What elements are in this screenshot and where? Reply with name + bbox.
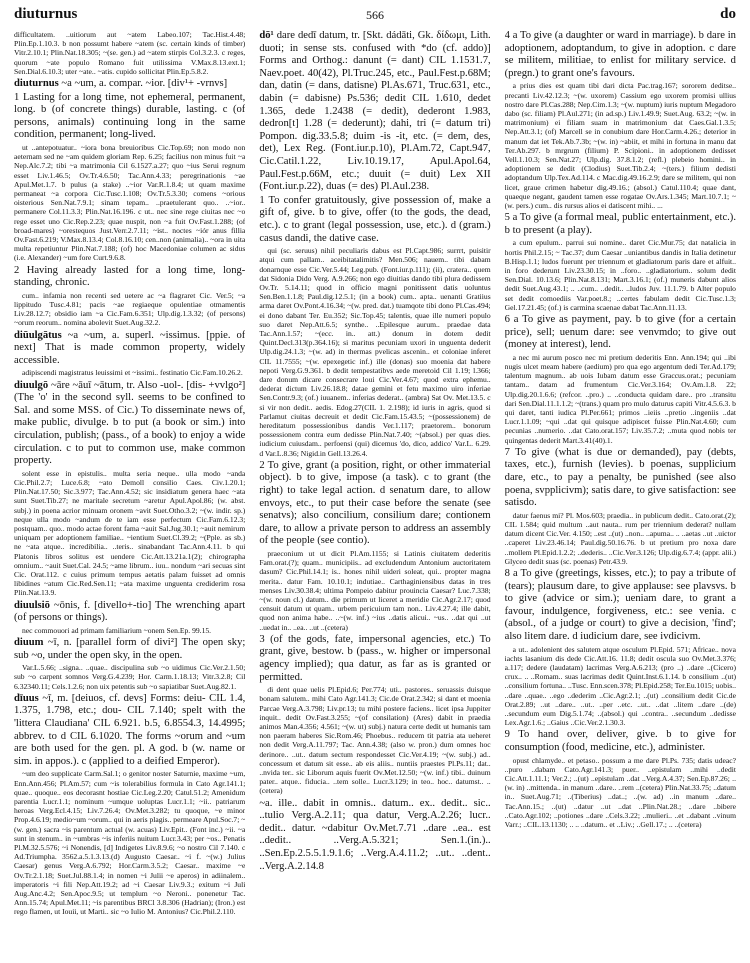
citation-paragraph: ut ..antepotuatur.. ~iora bona breuioribus Cic.Top.69; non modo non aeternam sed ne ~am quidem gloriam Rep. 6.25; facilius non minus fuit ~a Nep.Alc.7.2; tibi ~a matrimonia Cil 6.1527.a.27; quo ~ius Serui regnum esset Liv.1.46.5; Ov.Tr.4.6.50; Tac.Ann.4.33; peregrinationis ~ae Apul.Met.1.7. b pulus (a stake) ..~ior Var.R.1.8.4; ut quam maxime permaneat ~a corpora Cic.Tusc.1.108; Ov.Tr.5.3.30; comens ~orious oisterious Sen.Nat.7.9.1; sinam tepam.. ..praetulerant quo.. ..~ior.. permanere Col.11.3.3; Plin.Nat.16.196. c ut.. nec sine rege ciuitas nec ~o rege esset uno Cic.Rep.2.23; quae nuspit, non ~a fuit Ov.Fast.1.288; (of broad-mares) ~orestequos Just.Verr.2.7.11; ~ist.. noctes ~iór anus fillia Ov.Fast.6.219; V.Max.8.13.4; Col.8.16.10; cen..non (animalia).. ~ora in uita multa repetiuntur Plin.Nat.7.188; (of) hoc Macedoniae columen ac sidus (i.e. Alexander) ~um fore Curt.9.6.8. [14, 142, 246, 263]
sense-paragraph: 5 a To give (a formal meal, public entertainment, etc.). b to present (a play). [504, 212, 736, 236]
headword: dō¹ [259, 30, 274, 41]
running-head-right-word: do [720, 6, 736, 22]
column-middle [259, 30, 490, 957]
citation-paragraph: a cum epulum.. parrui sui nomine.. daret Cic.Mur.75; dat natalicia in hortis Phil.2.15; ~ Tac.37; dum Caesar ..uniantibus dandis in Italia detinetur B.Hisp.1.1; ludos fuerunt per triennum et gladiatorum paris dare et alfuit.. in foro dederunt Liv.23.30.15; in ..foro.. ..gladiatorium.. solum dedit Sen.Dial. 10.13.6; Plin.Nat.8.131; Mart.3.16.1; (of.) muneris dabunt alios dedit Suet.Aug.43.1; .. ..cum.. ..dedit.. ..ludos Juv. 11.1.79. b Alter populo set dedit comoediis Var.poet.8.; ..certes fabulam dedit Cic.Tusc.1.3; Gel.17.21.45; (of.) is carmina scaenae dabat Tac.Ann.11.13. [504, 238, 736, 312]
headword: diuulgō [14, 379, 49, 391]
entry-headword-paragraph: diūulgātus ~a ~um, a. superl. ~issimus. [ppie. of next] That is made common property, widely accessible. [14, 329, 246, 366]
page-number: 566 [366, 8, 384, 22]
citation-paragraph: nec commouori ad primam familiarium ~onem Sen.Ep. 99.15. [22, 625, 212, 635]
citation-paragraph: qui (sc. seruus) nihil peculiaris dabus est Pl.Capt.986; surrrt, puisitir atqui cum pallam.. aceibitatalimitis? Men.506; nauem.. tibi dabam donarnque esse Cic.Ver.5.44; Leg.pub. (Font.iur.p.111); (ii), cratera.. quem dat Sidonia Dido Verg. A.9.266; non ego diuitias dando tibi plura dedissem Ov.Tr. 5.14.11; quod in officio magni ponitissent datis uoluntus Sen.Ben.1.1.8; Paul.dig.12.5.1; (in a book) cum.. apta.. uenanti Gratiius arma daret Ov.Pont.4.16.34; ~(w. pred. dat.) tuamqote tibi dono Pl.Cas.494; ei dono dabant Ter. Eu.352; Sic.Top.45; talentis, quae ille numeri populo suo daret Nep.Att.6.5; synthe.. ..Epilesque aurum.. praedae data Tac.Ann.1.57; ~(ecc. in.. att.) donum in dotem dedit Quint.Decl.313(p.364.16); si maritus pecuniam uxori in unguenta dederit Ulp.dig.24.1.3; ~(w. ad) in thermas pvelicas ascenin.. et coloniae inferet CIL 11.7555; ~(w. epexegetic inf.) ille (donas) suo moenia dat habere nepoti Verg.G.9.361. b dedit tempestatibvs aede meretoid Cil 1.19; l.366; dare donum dicare consecrare loui Cic.Ver.4.67; quod extra ephemu.. dederat dictum Liv.26.18.8; datae gemini et fetu maximo uiro inferiae Sen.Contr.9.3; (of.) iuuanem.. inferias dederat.. (ambra) Sat Ov. Met.13.5. c si vir non dedit.. aedis. Edog.27(CIL 1. 2.198); id iuris in agris, quod si Parlamut ciuitas decreuit et dedit Cic.Fam.15.43.5; ~(possessionem) de hereditatum possessionibus dandis Ver.1.117; praetorem.. bonorum possessionem contra eum dedisse Plin.Nat.7.40; ~(absol.) per quas dies. iudicium cuiusdam.. perfoensi (qui) dicemus 'do, dico, addico' Var.L. 6.29. d Var.L.8.36; Nigid.in Gell.13.26.4. [259, 246, 491, 458]
sense-paragraph: 6 a To give as payment, pay. b to give (for a certain price), sell; uenum dare: see venvmdo; to give out (money at interest), lend. [504, 314, 736, 351]
citation-paragraph: cum.. infamia non recenti sed uetere ac ~a flagraret Cic. Ver.5; ~a lippitudo Tusc.4.81; pacis ~ae regiaeque opulentiae otmamentis Liv.28.12.7; obsidio iam ~a Cic.Fam.6.351; Ulp.dig.1.3.32; (of persons) ~orum reorum.. nomina abolevit Suet.Aug.32.2. [14, 290, 246, 328]
sense-paragraph: ~a. ille.. dabit in omnis.. datum.. ex.. dedit.. sic.. ..tulio Verg.A.2.11; qua datur, Verg.A.2.26; lucr.. dedit.. datur. ~dabitur Ov.Met.7.71 ..dare ..ea.. est ..dedit.. ..Verg.A.5.321; Sen.1.(in.).. ..Sen.Ep.2.5.5.1.9.1.6; ..Verg.A.4.11.2; ..ut.. ..dent.. ..Verg.A.2.14.8 [259, 797, 491, 872]
citation-paragraph: adipiscendi magistratus leuissimi et ~issimi.. festinatio Cic.Fam.10.26.2. [22, 368, 243, 378]
citation-paragraph: datur faenus mi? Pl. Mos.603; praedia.. in publicum dedit.. Cato.orat.(2); CIL 1.584; quid multum ..aut nauta.. rum per triennium dederat? nullam datum dicent Cic.Ver. 4.150; ..est ..(ut) ..non.. ..apuma.. .. ..aetas ..ut ..uictor ..caperet Liv.23.46.14; Paul.dig.50.16.76. b ut pretium pro noxa dare ..mollem Pl.Epid.1.2.2; ..dederis.. ..Cic.Ver.3.126; Ulp.dig.6.7.4; (appr. alii.) Glyceo dedit suas (sc. poenas) Petr.43.9. [504, 510, 736, 566]
citation-paragraph: Var.L.5.66; ..signa.. ..quae.. discipulina sub ~o uidimus Cic.Ver.2.1.50; sub ~o carpent somnos Verg.G.4.239; Hor. Carm.1.18.13; Vitr.3.2.8; Cil 6.32340.11; Cels.1.2.6; non uix petentis sub ~o sapiatibar Suet.Aug.82.1. [14, 663, 246, 691]
entry-headword-paragraph: dīuus ~ī, m. [deiuos, cf. devs] Forms: deiu- CIL 1.4, 1.375, 1.798, etc.; dou- CIL 7.140; spelt with the 'littera Claudiana' CIL 6.921. b.5, 6.8554.3, 14.4995; abbrev. to d CIL 6.1020. The forms ~orum and ~um are both used for the gen. pl. A god. b (w. name or sim. in appos.). c (applied to a deified Emperor). [14, 692, 246, 767]
entry-headword-paragraph: diuum ~ī, n. [parallel form of divi²] The open sky; sub ~o, under the open sky, in the open. [14, 637, 246, 661]
headword: dīuus [14, 692, 39, 704]
citation-paragraph: di dent quae uelis Pl.Epid.6; Per.774; uti.. pastores.. seruassis duisque bonam salutem.. mihi Cato Agr.141.3; Cic.de Orat.2.342; si dant et moenia Parcae Verg.A.3.798; Liv.pr.13; tu mihi postere faciens.. licet ipsa Juppiter inquit.. dedit Ov.Fast.3.255; ~(of consilation) (Ares) dabit in praedia animos Man.4.356; 4.561; ~(w. ut) subj.) natura certe dedit ut humanis tam non paeram haberes Sic.Rom.46; Phoebus.. reducem tit patria ata ueheret non dedit Verg.A.11.797; Tac. Ann.4.38; (also w. pron.) dum omnes hoc derinore.. ..ut.. datum sectum respondesset Cic.Ver.4.19; ~(w. subj.) ad.. concessum et datum sit esse.. ab eis aliis.. nuntiis praestes Pl.Ps.11; dat.. ..nvida ter.. sic Liborum aquis fuerit Ov.Met.12.50; ~(w. inf.) tibi.. duinum pater.. atque.. fiducia.. ..tem solle.. Lucr.3.129; in teo.. hoc.. datumst.. .. (cetera) [259, 685, 491, 796]
column-right [505, 30, 736, 957]
citation-paragraph: solent esse in epistulis.. multa seria neque.. ulla modo ~anda Cic.Phil.2.7; Luce.6.8; ~ato Demoll consilio Caes. Civ.1.20.1; Plin.Nat.17.50; Sic.3.977; Tac.Ann.4.52; sic insidiatum genera haec ~ata sunt Suet.Tib.27; ne maritale secretum ~aretur Apul.Apol.86; (w. abst. subj.) in poena acrior minuam oronem ~avit Suet.Otho.3.2; ~(w. indir. sp.) neque ulla modo ~andum de te iam esse perfectum Cic.Fam.6.12.3; postquam.. quo.. modo actae forent fama ~auit Sal.Jug.30.1; ~auit nemirum uniquam per adoptionem familiae.. ~ientium Suet.Cl.39.2; ~(Pple. as sb.) ne ~ata atque.. incredibilia.. ..teris.. sinabandant Tac.Ann.4.11. b qui Platonis libros solitus est uendere Cic.Att.13.21a.1(2); chirographa omnium.. ~auit Suet.Cal. 24.5; ~ame librum.. iuu.. nondum ~ari secuas sint Cic. Orat.112. c cuius primum tempus aetatis palam fuisset ad omnis libidines ~atum Cic.Red.Sen.11; ~ata maxime unguenta crediderim rosa Plin.Nat.13.9. [14, 468, 246, 598]
citation-paragraph: ~um deo supplicate Carm.Sal.1; o genitor noster Saturnie, maxime ~um, Enn.Ann.456; Pl.Am.57; cum ~is tolerabilius formula in Cato Agr.141.1; quae.. quoque.. eos decorasnt hostiae Cic.Leg.2.20; Catul.51.2; Amenidum parentia Lucr.1.1; nominum ~umque uoluptas Lucr.1.1; ~ii.. patriarum heroas Verg.Ecl.4.15; Liv.7.26.4; Ov.Met.3.282; tu quoque, ~e minor Prop.4.6.19; medio~um ~orum.. qui in aeris plagis.. permeare Apul.Soc.7; ~(w. gen.) sacra ~is parentum actual (w. acuas) Liv.Epit.. (Font inc.) ~ii. ~a sunt in stenum.. in ~umbras ~is inferiis nuitum Lucr.3.43; per ~os.. Penatis Pl.M.32.5.576; ~i Nonendis, [d] Indigetes Liv.8.9.6; ~o nostro Cil 7.140. c Ad.Triumpha. 3562.a.5.1.3.13.(d) Augusto Caesar.. ~i f. ~(w.) Julius Caesar) genus Verg.A.6.792; Hor.Carm.3.5.2; Caesar.. maxime ~e Ov.Tr.2.1.18; Suet.Jul.88.1.4; in nomen ~i Julii ~e aperos) in adiinalem.. imperatoris ~i fili Nep.Att.19.2; ad ~i Caesar Liv.9.3.; exitum ~i Juli Aug.Anc.4.2; Sen.Apoc.9.5; ut templum ~o Neroni.. ponenetur Tac. Ann.15.74; Apul.Met.11; ~is parentibus BRCl 3.8.306 (Hadrian); (Iron.) est rego flamen, ut Iouii, ut Marti.. sic ~o Iulio M. Antonius? Cic.Phil.2.110. [14, 769, 246, 917]
sense-paragraph: 4 a To give (a daughter or ward in marriage). b dare in adoptionem, adoptandum, to give in adoption. c dare se militem, militiae, to enlist for military service. d (pregn.) to grant one's favours. [504, 30, 736, 79]
citation-paragraph: a nec mi aurum posco nec mi pretium dederitis Enn. Ann.194; qui ..ibi nugis ulcet meam habere (aedium) pro qua ego argentum dedi Ter.Ad.179; talentum magnum.. ab uois Iubam datum esse Graccus.orat.; pecuniam tantam.. datam ad frumentum Cic.Ver.3.164; Ov.Am.1.8. 22; Ulp.dig.20.1.6.6; (refcor. ..pro.) .. ..conducta quidam dare.. pro ..transitu dari Sen.Dial.11.1.1.2; ~(trans.) quam pro mulo daturus capiti Vitr.4.5.6.3. b qui daret, tanti iudica Pl.Per.661; primos ..ieiis ..pretio ..ingeniis ..dat Lucr.1.1.09; ~qui ..dat qui quisque adipiscet fuisse Plin.Nat.4.60; cum pecunias ..numerio. ..dat Cato.orat.157; Liv.35.7.2; ..muta quod nobis ter quingentas dederit Mart.3.41(40).1. [504, 352, 736, 445]
citation-paragraph: difficultatem. ..uitiorum aut ~atem Labeo.107; Tac.Hist.4.48; Plin.Ep.1.10.3. b non possumt habere ~atem (sc. certain kinds of timber) Vitr.2.10.1; Plin.Nat.18.305; ~(se. gen.) ad ~atem stirpis Col.3.2.3. c reges, quorum ~ate populo Romano fuit utilissima V.Max.8.13.ext.1; Sen.Dial.6.10.3; uter ~ate.. ~atis. cupido sollicitat Plin.Ep.5.8.2. [14, 30, 246, 76]
dictionary-columns [14, 30, 736, 957]
citation-paragraph: a ut.. adolenient des salutem atque osculum Pl.Epid. 571; Africae.. nova iachts lasanium dis dede Cic.Att.16. 11.8; dedit oscula suo Ov.Met.3.376; a.117; dedere (laudatam) lacrimas Verg.A.6.213; (pro ..) ..dare ..(Cicero) crux.. .. ..Romam.. suas lacrimas dedit Quint.Inst.6.1.14. b consilium ..(ut) ..consilium fortuna.. ..Tusc. Enn.scen.378; Pl.Epid.258; Ter.Eu.1015; uobis.. ..dare ..quae.. ..ego ..dederim ..Cic.Agr.2.1; ..(ut) ..consilium dedit Cic.de Orat.2.89; ..ut ..dare.. ..ut.. ..per ..etc. ..ut.. ..dat ..litem ..dare ..(de) ..secundum eum Dig.5.1.74; ..(absol.) qui ..contra.. ..secundum ..dedisse Lex.Agr.1.6.; ..Gaius ..Cic.Ver.2.1.30.3. [504, 644, 736, 728]
headword: diuulsiō [14, 599, 50, 611]
sense-paragraph: 7 To give (what is due or demanded), pay (debts, taxes, etc.), furnish (levies). b poenas, supplicium dare, etc., to pay a penalty, be punished (see also poena, svpplicivm); satis dare, to give satisfaction: see satisdo. [504, 446, 736, 509]
entry-headword-paragraph: dō¹ dare dedī datum, tr. [Skt. dádāti, Gk. δίδωμι, Lith. duoti; in sense sts. confused with *do (cf. addo)] Forms and Orthog.: danunt (= dant) CIL 1.1531.7, Naev.poet. 40(42), Pl.Truc.245, etc., Paul.Fest.p.68M; dan, datin (= dans, datisne) Pl.As.671, Truc.631, etc., dabin (= dabisne) Ps.536; dedit CIL 1.610, dedet 1.365, dede 1.2438 (= dedit), dederont 1.983, dedron[t] 1.28 (= dederunt); dahi, tri (= datum tri) Pompon. dig.33.5.8; duim -is -it, etc. (= dem, des, det), Lex Reg. (Font.iur.p.10), Pl.Am.72, Capt.947, Cic.Catil.1.22, Liv.10.19.17, Apul.Apol.64, Paul.Fest.p.66M, etc.; duuit (= duit) Lex XII (Font.iur.p.22), duas (= des) Pl.Aul.238. [259, 30, 491, 193]
entry-headword-paragraph: diuturnus ~a ~um, a. compar. ~ior. [div¹+ -vrnvs] [14, 78, 228, 90]
citation-paragraph: a prius dies est quam tibi dari dicta Pac.trag.167; sororem deditse.. precanti Liv.42.12.3; ~(w. uxorem) Cassium ego uxorem promisi ullius nostro dare Pl.Cas.288; Nep.Cim.1.3; ~(w. nuptum) iuris nuptum Megadoro dabo (sc. filiam) Pl.Aul.271; (in ad.sp.) Liv.1.49.9; Suet.Aug. 63.2; ~(w. in matrimonium) ei filiam suam in matrimonium dat Caes.Gal.1.3.5; Nep.Att.3.1; (of) Marcell se in conubium dare Hor.Carm.4.26.; deterior in manum dat iet Tek.Ab.7.3b; ~(w. in) ~abiit, et mihi in fortuna in manu dat Ter.Ab.297. b mrgrum (filium) P. Scipioni.. in adoptionem dedisset Vell.1.10.3; Sen.Nat.27; Ulp.dig. 37.8.1.2; (refl.) plebeio homini.. in adoptionem se dedit (Clodius) Suet.Tib.2.4; ~(ters.) filium dedisti adoptandum Ulp.Tex.Ad.114. c Mac.dig.49.16.2.9; dare se militem, qui non licet, graue crimen habetur dig.49.16.; (absol.) Catul.110.4; quae dant, quaeque negant, gaudent tamen esse rogatae Ov.Ars.1.345; Mart.10.7.1; ~(w. pers.) cum.. dis rursus alios ei datiscent mihi.. ... [504, 81, 736, 211]
headword: diuum [14, 637, 44, 648]
sense-paragraph: 2 To give, grant (a position, right, or other immaterial object). b to give, impose (a task). c to grant (the right) to take legal action. d senatum dare, to allow envoys, etc., to put their case before the senate (see senatvs); also concilium, consilium dare; contionem dare, to allow a private person to address an assembly of the people (see contio). [259, 459, 491, 547]
sense-paragraph: 9 To hand over, deliver, give. b to give for consumption (food, medicine, etc.), administer. [504, 729, 736, 754]
running-head [14, 6, 736, 28]
headword: diuturnus [14, 78, 59, 90]
citation-paragraph: praeconium ut ut dicit Pl.Am.1155; si Latinis ciuitatem dederitis Fam.orat.(?); quam.. municipiis.. ad excludendum Antonium auctoritatem dasum? Cic.Phil.14.1; is.. hones nihil uideri soleat, qui.. propter magna merita.. datur Fam. 10.10.1; indutiae.. Carthaginiensibus datas in tres menses Liv.30.38.4; ultima Pompeio dabitur prouincia Caesar? Luc.7.338; ~(w. noun cl.) datum.. die primum ut liceret a meridie Cic.Agr.2.17; quod censuit datum ut quam.. urbem pericuium tam non.. Liv.4.27.4; ille dabit, quod non anima habe.. ..~(w. inf.) ~ius ..datis alicui.. ~us.. ..dat qui ..ut ..uedat in.. ..ea.. ..ut ..(cetera) [259, 548, 491, 632]
sense-paragraph: 2 Having already lasted for a long time, long-standing, chronic. [14, 264, 246, 289]
headword: diūulgātus [14, 329, 62, 341]
column-left [14, 30, 245, 957]
sense-paragraph: 1 To confer gratuitously, give possession of, make a gift of, give. b to give, offer (to the gods, the dead, etc.). c to grant (legal possession, use, etc.). d (gram.) casus dandi, the dative case. [259, 194, 491, 244]
sense-paragraph: 1 Lasting for a long time, not ephemeral, permanent, long. b (of concrete things) durable, lasting. c (of persons, animals) continuing long in the same condition, permanent; long-lived. [14, 91, 246, 141]
citation-paragraph: opust chlamyde.. et petaso.. possum a me dare Pl.Ps. 735; datis udeac? ..puro ..dabam Cato.Agr.141.3; puer.. ..epistulam ..mihi ..dedit Cic.Att.1.11.1; Ver.2.; ..(ut) ..epistulam ..dat ..Verg.A.4.37; Sen.Ep.87.26; ..(w. in) ..mittenda.. in manum ..dare.. ..rem ..(cetera) Plin.Nat.33.75; ..datum in.. Suet.Aug.71; ..(Tiberius) ..dat..; ..(w. ad) ..in manum ..dare.. Tac.Ann.15.; ..(ut) ..datur ..ut ..dat ..Plin.Nat.28.; ..dare ..bibere ..Cato.Agr.102; ..potiones ..dare ..Cels.3.22; ..mulieri.. ..et ..dabant ..vinum Varr.; ..CIL.13.1130; .. .. ..datum.. et ..Liv.; ..Gell.17.; .. ..(cetera) [504, 755, 736, 830]
entry-headword-paragraph: diuulgō ~āre ~āuī ~ātum, tr. Also -uol-. [dis- +vvlgo²] (The 'o' in the second syll. seems to be confined to Sal. and some MSS. of Cic.) To disseminate news of, make public, divulge. b to put (a book or sim.) into circulation, publish; (pass., of a book) to enjoy a wide circulation. c to put to common use, make common property. [14, 379, 246, 467]
running-head-left-word: diuturnus [14, 6, 78, 22]
sense-paragraph: 3 (of the gods, fate, impersonal agencies, etc.) To grant, give, bestow. b (pass., w. higher or impersonal agency implied); qua datur, as far as is granted or permitted. [259, 633, 491, 683]
sense-paragraph: 8 a To give (greetings, kisses, etc.); to pay a tribute of (tears); plausum dare, to give applause: see plavsvs. b to give (advice or sim.); ueniam dare, to grant a favour, indulgence, forgiveness, etc.: see venia. c (absol., of a judge or court) to give a decision, 'find'; also litem dare. d iudicium dare, see ivdicivm. [504, 568, 736, 642]
entry-headword-paragraph: diuulsiō ~ōnis, f. [divello+-tio] The wrenching apart (of persons or things). [14, 599, 246, 624]
